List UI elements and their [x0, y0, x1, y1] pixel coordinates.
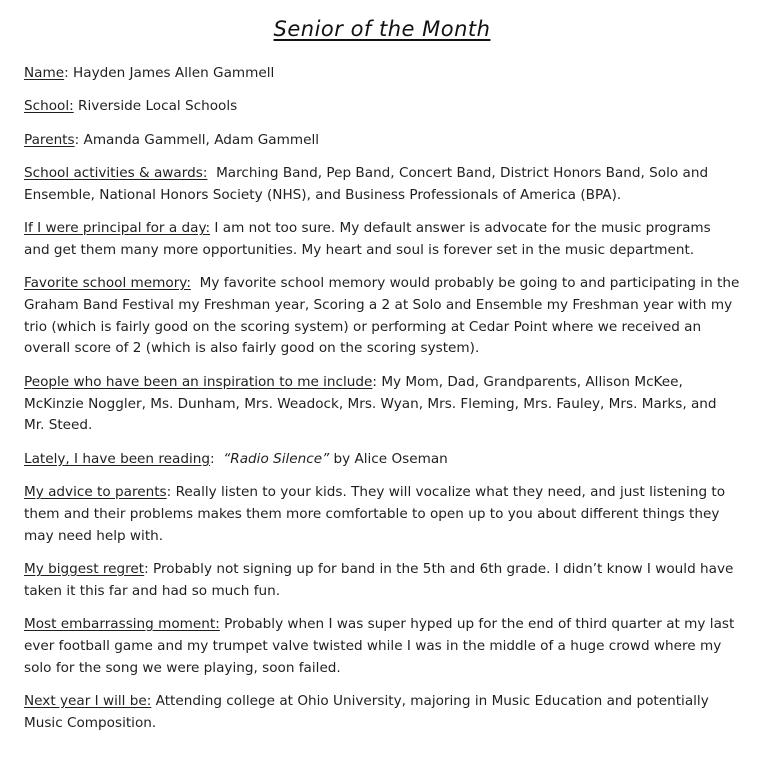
field-memory — [24, 273, 740, 360]
field-inspiration-sep: : — [372, 373, 382, 390]
field-name-sep: : — [64, 65, 74, 81]
field-activities-value: Marching Band, Pep Band, Concert Band, District Honors Band, Solo and Ensemble, National Honors Society (NHS), and Business Professionals of America (BPA). — [24, 164, 709, 203]
field-reading — [24, 449, 740, 471]
field-school — [24, 96, 740, 118]
field-reading-sep: : — [210, 450, 224, 467]
field-memory-value: My favorite school memory would probably be going to and participating in the Graham Band Festival my Freshman year, Scoring a 2 at Solo and Ensemble my Freshman year with my trio (which is fairly good on the scoring system) or performing at Cedar Point where we received an overall score of 2 (which is also fairly good on the scoring system). — [24, 275, 740, 357]
field-activities-sep — [207, 165, 216, 181]
field-principal — [24, 218, 740, 262]
field-regret-sep: : — [144, 560, 154, 577]
field-parents-value: Amanda Gammell, Adam Gammell — [83, 131, 320, 148]
field-next-year-value: Attending college at Ohio University, majoring in Music Education and potentially Music Composition. — [24, 692, 709, 731]
field-parents-sep: : — [74, 131, 84, 148]
field-regret-value: Probably not signing up for band in the 5th and 6th grade. I didn’t know I would have taken it this far and had so much fun. — [24, 560, 734, 599]
field-embarrassing — [24, 614, 740, 679]
field-parents — [24, 130, 740, 152]
field-school-value: Riverside Local Schools — [78, 98, 238, 115]
field-name — [24, 63, 740, 85]
field-name-value: Hayden James Allen Gammell — [73, 65, 275, 81]
field-advice-value: Really listen to your kids. They will vocalize what they need, and just listening to them and their problems makes them more comfortable to open up to you about different things they may need help with. — [24, 483, 726, 544]
field-regret — [24, 559, 740, 603]
field-principal-label: If I were principal for a day: — [24, 219, 211, 236]
field-next-year-label: Next year I will be: — [24, 692, 152, 709]
field-parents-label: Parents — [24, 131, 75, 148]
field-regret-label: My biggest regret — [24, 560, 145, 577]
field-name-label: Name — [24, 65, 65, 81]
field-inspiration-value: My Mom, Dad, Grandparents, Allison McKee, McKinzie Noggler, Ms. Dunham, Mrs. Weadock, Mrs. Wyan, Mrs. Fleming, Mrs. Fauley, Mrs. Marks, and Mr. Steed. — [24, 373, 717, 434]
field-embarrassing-label: Most embarrassing moment: — [24, 615, 220, 632]
field-inspiration — [24, 372, 740, 437]
field-memory-sep — [191, 275, 200, 291]
field-next-year — [24, 691, 740, 735]
page-title: Senior of the Month — [273, 17, 491, 41]
field-activities-label: School activities & awards: — [24, 164, 208, 181]
field-reading-label: Lately, I have been reading — [24, 450, 210, 467]
field-advice — [24, 482, 740, 547]
field-advice-label: My advice to parents — [24, 483, 167, 500]
field-reading-book: “Radio Silence” — [223, 450, 330, 467]
field-reading-author: by Alice Oseman — [329, 450, 448, 467]
field-advice-sep: : — [166, 483, 176, 500]
field-embarrassing-value: Probably when I was super hyped up for the end of third quarter at my last ever football game and my trumpet valve twisted while I was in the middle of a huge crowd where my solo for the song we were playing, soon failed. — [24, 615, 735, 676]
field-principal-value: I am not too sure. My default answer is advocate for the music programs and get them many more opportunities. My heart and soul is forever set in the music department. — [24, 219, 711, 258]
document-page — [24, 14, 740, 746]
field-inspiration-label: People who have been an inspiration to me include — [24, 373, 373, 390]
field-activities — [24, 163, 740, 207]
field-memory-label: Favorite school memory: — [24, 275, 191, 292]
field-school-label: School: — [24, 98, 74, 115]
